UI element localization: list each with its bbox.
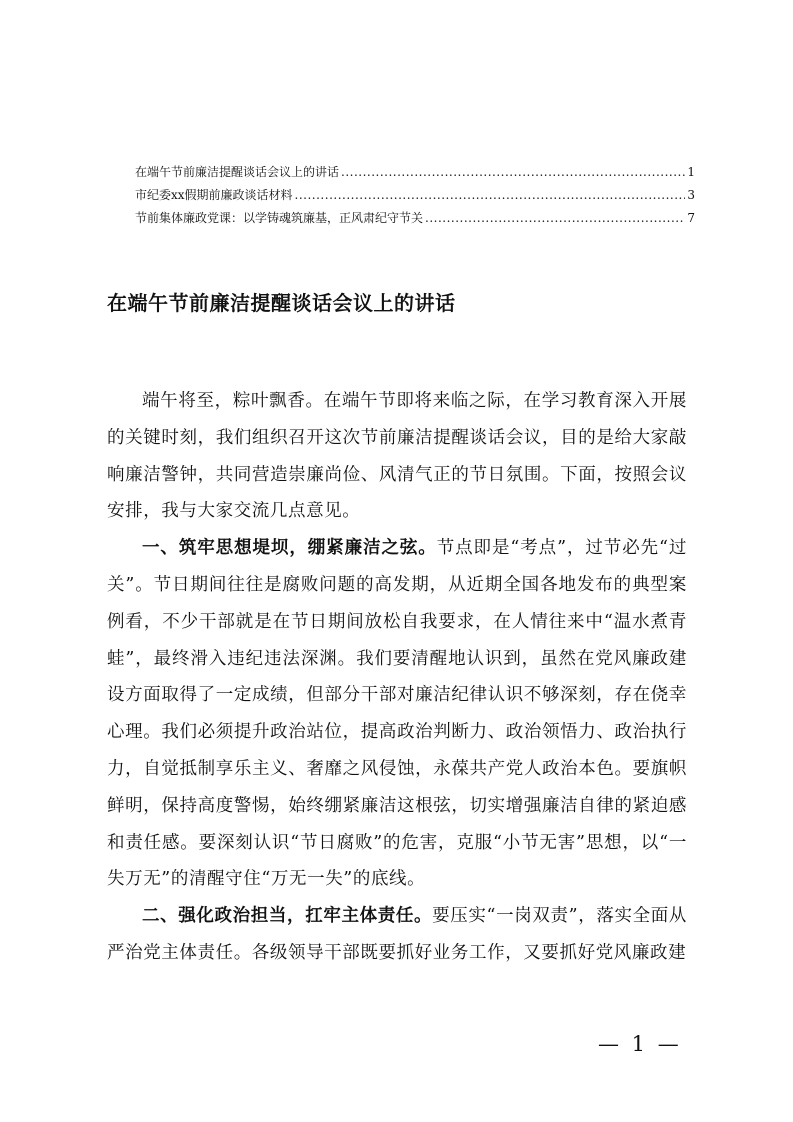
paragraph-section-2	[107, 898, 687, 972]
table-of-contents	[135, 161, 695, 230]
page-number: — 1 —	[598, 1032, 682, 1056]
section-heading: 一、筑牢思想堤坝，绷紧廉洁之弦。	[142, 538, 437, 559]
toc-entry-title: 节前集体廉政党课：以学铸魂筑廉基，正风肃纪守节关	[135, 211, 424, 225]
toc-entry-page: 1	[687, 165, 695, 179]
toc-leader-dots	[425, 207, 685, 230]
document-title: 在端午节前廉洁提醒谈话会议上的讲话	[107, 291, 456, 315]
toc-entry-title: 在端午节前廉洁提醒谈话会议上的讲话	[135, 165, 340, 179]
paragraph-text: 节点即是“考点”，过节必先“过关”。节日期间往往是腐败问题的高发期，从近期全国各地发布的典型案例看，不少干部就是在节日期间放松自我要求，在人情往来中“温水煮青蛙”，最终滑入违纪违法深渊。我们要清醒地认识到，虽然在党风廉政建设方面取得了一定成绩，但部分干部对廉洁纪律认识不够深刻，存在侥幸心理。我们必须提升政治站位，提高政治判断力、政治领悟力、政治执行力，自觉抵制享乐主义、奢靡之风侵蚀，永葆共产党人政治本色。要旗帜鲜明，保持高度警惕，始终绷紧廉洁这根弦，切实增强廉洁自律的紧迫感和责任感。要深刻认识“节日腐败”的危害，克服“小节无害”思想，以“一失万无”的清醒守住“万无一失”的底线。	[107, 538, 687, 890]
paragraph-section-1	[107, 530, 687, 898]
toc-entry[interactable]	[135, 184, 695, 207]
toc-leader-dots	[295, 184, 686, 207]
toc-entry[interactable]	[135, 161, 695, 184]
paragraph-text: 要压实“一岗双责”，落实全面从严治党主体责任。各级领导干部既要抓好业务工作，又要抓好党风廉政建	[107, 906, 687, 963]
document-body	[107, 383, 687, 972]
toc-entry-page: 3	[687, 188, 695, 202]
toc-leader-dots	[341, 161, 685, 184]
toc-entry-page: 7	[687, 211, 695, 225]
toc-entry-title: 市纪委xx假期前廉政谈话材料	[135, 188, 293, 202]
paragraph-intro	[107, 383, 687, 530]
paragraph-text: 端午将至，粽叶飘香。在端午节即将来临之际，在学习教育深入开展的关键时刻，我们组织召开这次节前廉洁提醒谈话会议，目的是给大家敲响廉洁警钟，共同营造崇廉尚俭、风清气正的节日氛围。下面，按照会议安排，我与大家交流几点意见。	[107, 391, 687, 522]
section-heading: 二、强化政治担当，扛牢主体责任。	[142, 906, 433, 927]
toc-entry[interactable]	[135, 207, 695, 230]
